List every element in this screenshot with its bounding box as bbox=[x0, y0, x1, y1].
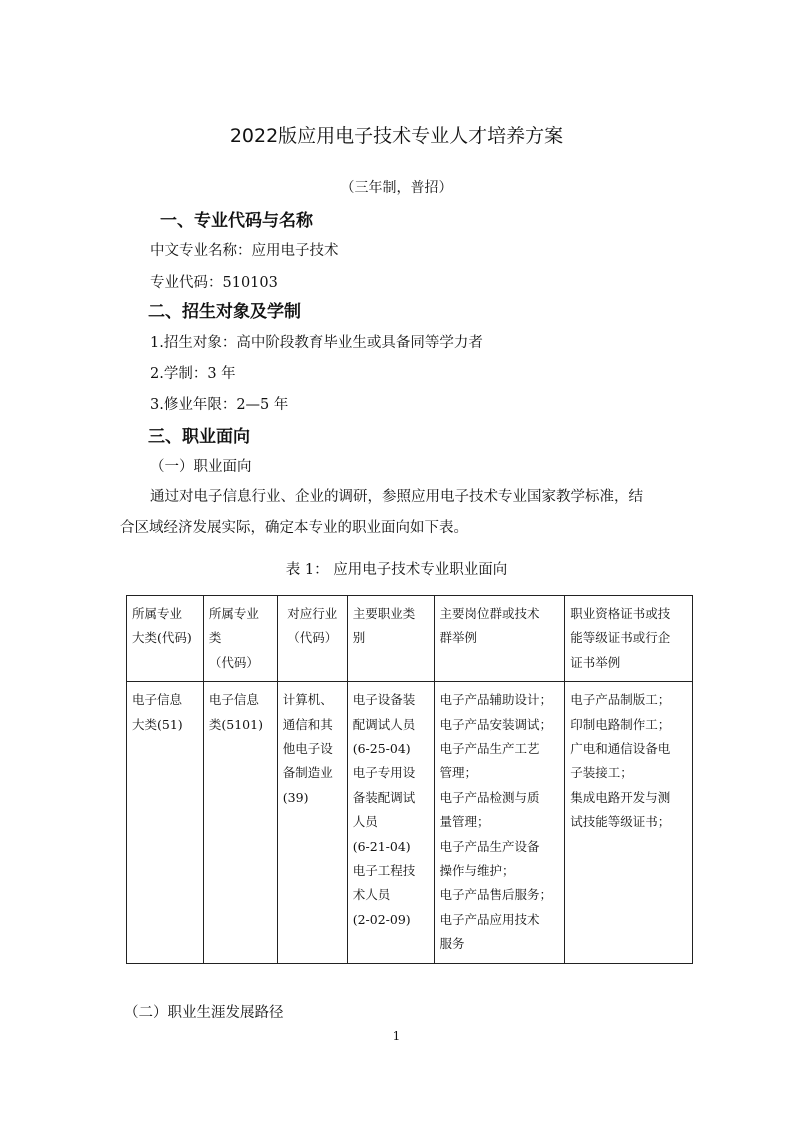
career-table bbox=[126, 595, 693, 964]
page-number: 1 bbox=[392, 1029, 401, 1043]
paragraph: 通过对电子信息行业、企业的调研，参照应用电子技术专业国家教学标准，结 bbox=[150, 489, 643, 505]
document-title: 2022版应用电子技术专业人才培养方案 bbox=[229, 125, 564, 147]
paragraph: 中文专业名称：应用电子技术 bbox=[150, 243, 339, 259]
heading-3: 三、职业面向 bbox=[148, 427, 250, 447]
paragraph: 合区域经济发展实际，确定本专业的职业面向如下表。 bbox=[120, 520, 468, 536]
paragraph: 3.修业年限：2—5 年 bbox=[150, 397, 289, 413]
table-cell: 电子设备装 配调试人员 (6-25-04) 电子专用设 备装配调试 人员 (6-21-04) 电子工程技 术人员 (2-02-09) bbox=[347, 682, 434, 963]
header-cell: 主要职业类 别 bbox=[347, 596, 434, 682]
header-cell: 所属专业 类 （代码） bbox=[203, 596, 277, 682]
paragraph: 专业代码：510103 bbox=[150, 275, 278, 291]
table-row bbox=[127, 682, 693, 963]
table-cell: 计算机、 通信和其 他电子设 备制造业 (39) bbox=[277, 682, 347, 963]
table-header-row bbox=[127, 596, 693, 682]
header-cell: 所属专业 大类(代码) bbox=[127, 596, 204, 682]
subheading: （二）职业生涯发展路径 bbox=[124, 1005, 284, 1021]
paragraph: 2.学制：3 年 bbox=[150, 366, 236, 382]
table-cell: 电子信息 类(5101) bbox=[203, 682, 277, 963]
paragraph: 1.招生对象：高中阶段教育毕业生或具备同等学力者 bbox=[150, 335, 483, 351]
table-cell: 电子产品辅助设计； 电子产品安装调试； 电子产品生产工艺 管理； 电子产品检测与质 量管理； 电子产品生产设备 操作与维护； 电子产品售后服务； 电子产品应用技术 服务 bbox=[434, 682, 565, 963]
subheading: （一）职业面向 bbox=[150, 459, 252, 475]
table-cell: 电子产品制版工； 印制电路制作工； 广电和通信设备电 子装接工； 集成电路开发与测 试技能等级证书； bbox=[565, 682, 693, 963]
header-cell: 职业资格证书或技 能等级证书或行企 证书举例 bbox=[565, 596, 693, 682]
heading-1: 一、专业代码与名称 bbox=[160, 211, 313, 231]
heading-2: 二、招生对象及学制 bbox=[148, 302, 301, 322]
table-cell: 电子信息 大类(51) bbox=[127, 682, 204, 963]
header-cell: 主要岗位群或技术 群举例 bbox=[434, 596, 565, 682]
header-cell: 对应行业 （代码） bbox=[277, 596, 347, 682]
table-caption: 表 1： 应用电子技术专业职业面向 bbox=[285, 562, 508, 578]
document-subtitle: （三年制，普招） bbox=[340, 180, 453, 196]
